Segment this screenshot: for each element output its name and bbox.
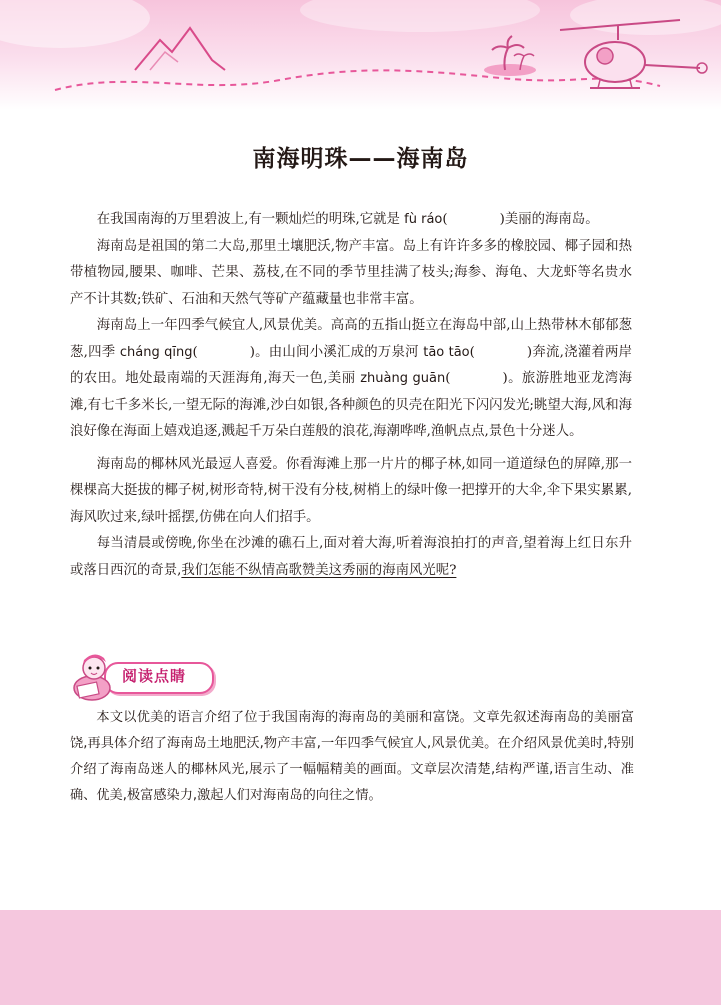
paragraph-4: 海南岛的椰林风光最逗人喜爱。你看海滩上那一片片的椰子林,如同一道道绿色的屏障,那一棵棵高大挺拔的椰子树,树形奇特,树干没有分枝,树梢上的绿叶像一把撑开的大伞,伞下果实累累,海风吹过来,绿叶摇摆,仿佛在向人们招手。 xyxy=(70,456,632,525)
article-body xyxy=(70,207,632,584)
header-banner xyxy=(0,0,721,110)
pinyin-fu-rao: fù ráo xyxy=(404,212,443,227)
pinyin-zhuang-guan: zhuàng guān xyxy=(360,371,446,386)
answer-blank[interactable]: ( ) xyxy=(192,344,255,360)
paragraph-1: 在我国南海的万里碧波上,有一颗灿烂的明珠,它就是 fù ráo( )美丽的海南岛。 xyxy=(96,212,599,227)
footer-band xyxy=(0,910,721,1005)
palm-island-icon xyxy=(484,36,536,76)
reading-tips-label: 阅读点睛 xyxy=(122,667,187,685)
paragraph-3: 海南岛上一年四季气候宜人,风景优美。高高的五指山挺立在海岛中部,山上热带林木郁郁葱葱,四季 cháng qīng( )。由山间小溪汇成的万泉河 tāo tāo( )奔流,浇灌着两岸的农田。地处最南端的天涯海角,海天一色,美丽 zhuàng guān( )。旅游胜地亚龙湾海滩,有七千多米长,一望无际的海滩,沙白如银,各种颜色的贝壳在阳光下闪闪发光;眺望大海,风和海浪好像在海面上嬉戏追逐,溅起千万朵白莲般的浪花,海潮哗哗,渔帆点点,景色十分迷人。 xyxy=(70,318,632,439)
paragraph-2: 海南岛是祖国的第二大岛,那里土壤肥沃,物产丰富。岛上有许许多多的橡胶园、椰子园和热带植物园,腰果、咖啡、芒果、荔枝,在不同的季节里挂满了枝头;海参、海龟、大龙虾等名贵水产不计其数;铁矿、石油和天然气等矿产蕴藏量也非常丰富。 xyxy=(70,238,632,307)
reading-tips-badge xyxy=(64,648,224,704)
article-title: 南海明珠——海南岛 xyxy=(252,146,469,172)
pinyin-chang-qing: cháng qīng xyxy=(119,344,193,360)
answer-blank[interactable]: ( ) xyxy=(469,344,533,360)
reading-tips-text: 本文以优美的语言介绍了位于我国南海的海南岛的美丽和富饶。文章先叙述海南岛的美丽富饶,再具体介绍了海南岛土地肥沃,物产丰富,一年四季气候宜人,风景优美。在介绍风景优美时,特别介绍了海南岛迷人的椰林风光,展示了一幅幅精美的画面。文章层次清楚,结构严谨,语言生动、准确、优美,极富感染力,激起人们对海南岛的向往之情。 xyxy=(70,710,634,803)
paragraph-5: 每当清晨或傍晚,你坐在沙滩的礁石上,面对着大海,听着海浪拍打的声音,望着海上红日东升或落日西沉的奇景,我们怎能不纵情高歌赞美这秀丽的海南风光呢? xyxy=(70,536,632,578)
mountain-icon xyxy=(135,28,225,70)
answer-blank[interactable]: ( ) xyxy=(442,212,505,227)
header-illustration xyxy=(0,0,721,110)
pinyin-tao-tao: tāo tāo xyxy=(423,344,470,360)
underlined-sentence: 我们怎能不纵情高歌赞美这秀丽的海南风光呢? xyxy=(181,562,457,578)
answer-blank[interactable]: ( ) xyxy=(445,371,508,386)
reading-child-icon xyxy=(64,648,124,704)
